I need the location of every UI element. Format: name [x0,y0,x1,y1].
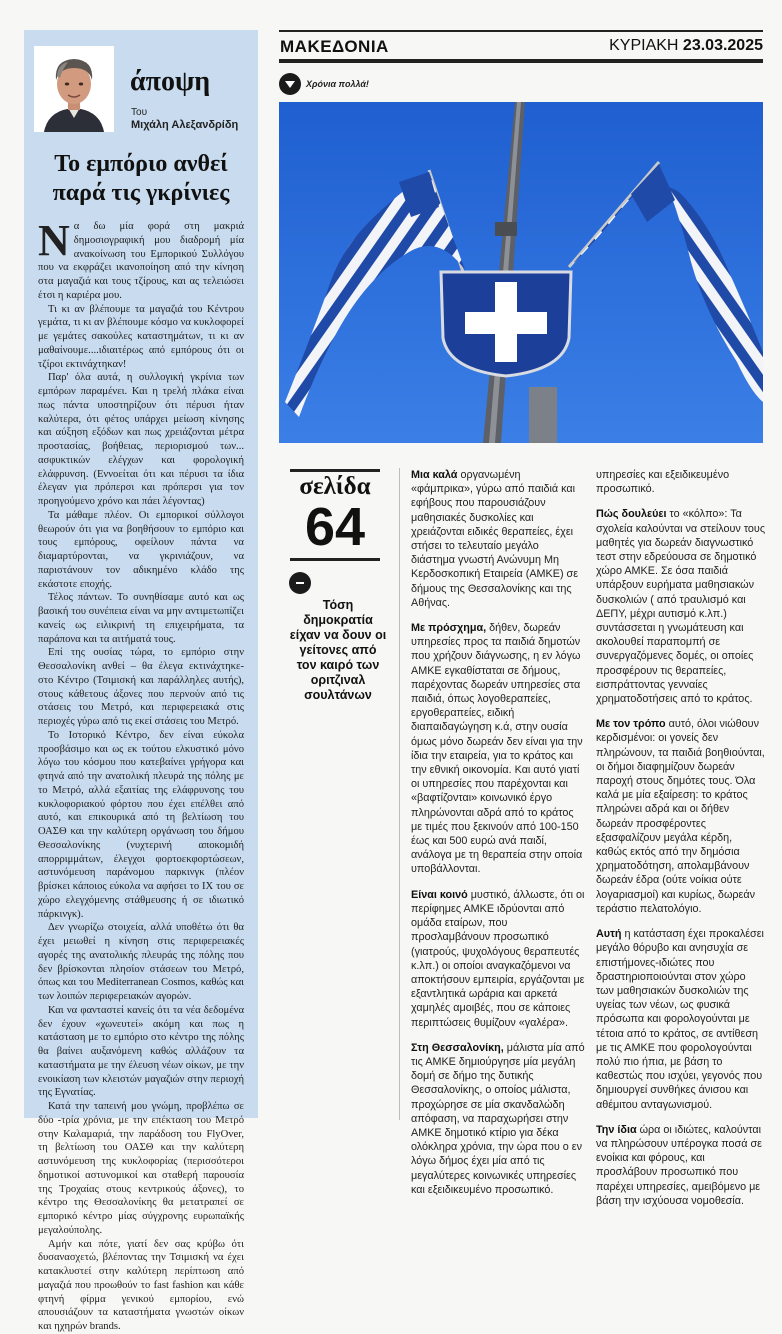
paragraph-text: η κατάσταση έχει προκαλέσει μεγάλο θόρυβο και ανησυχία σε επιστήμονες-ιδιώτες που δραστηριοποιούνται στον χώρο των μαθησιακών δυσκολιών της υγείας των νέων, ως φυσικά πρόσωπα και φορολογούνται με τέτοια από το κράτος, σε αντίθεση με τις ΑΜΚΕ που φορολογούνται πολύ πιο ήπια, με βάση το καθεστώς που ισχύει, γεγονός που δημιουργεί συνθήκες άνισου και αθέμιτου ανταγωνισμού. [596,928,764,1111]
opinion-body [38,216,244,1332]
section-label: άποψη [130,66,211,97]
author-avatar [34,46,114,132]
dropcap: Ν [38,216,70,265]
paragraph-text: Τέλος πάντων. Το συνηθίσαμε αυτό και ως βασική του συνέπεια είναι να μην αντιμετωπίζει κανείς ως ειλικρινή τη επιχειρήματα, τα παράπονα και τα αιτήματά τους. [38,592,244,645]
greek-flags-photo [279,102,763,443]
issue-date-value: 23.03.2025 [682,37,763,54]
paragraph-lead: Είναι κοινό [411,888,468,901]
opinion-paragraph [38,729,244,922]
paragraph-text: Τα μάθαμε πλέον. Οι εμπορικοί σύλλογοι θεωρούν ότι για να βοηθήσουν το εμπόριο και τους εμπόρους, οφείλουν πάντα να διαμαρτύρονται, να γκρινιάζουν, να παριστάνουν τον αδικημένο κλάδο της εκάστοτε εποχής. [38,509,244,590]
column-divider [399,468,400,1120]
paragraph-lead: Στη Θεσσαλονίκη, [411,1041,504,1054]
paragraph-text: Κατά την ταπεινή μου γνώμη, προβλέπω σε δύο -τρία χρόνια, με την επέκταση του Μετρό στην Καλαμαριά, την παράδοση του FlyOver, τη βελτίωση του ΟΑΣΘ και την καλύτερη αστυνόμευση της κυκλοφορίας (περισσότεροι δημοτικοί αστυνομικοί και σταθερή παρουσία της Τροχαίας στους κεντρικούς άξονες), το κέντρο της Θεσσαλονίκης θα μετατραπεί σε εμπορικό κέντρο μίας σύγχρονης ευρωπαϊκής μεγαλούπολης. [38,1101,244,1236]
opinion-paragraph [38,591,244,646]
masthead-rule [279,59,763,63]
page-ref-rule-bottom [290,558,380,561]
paragraph-lead: Πώς δουλεύει [596,508,667,521]
minus-icon [289,572,311,594]
paragraph-text: δήθεν, δωρεάν υπηρεσίες προς τα παιδιά δημοτών που χρήζουν διάγνωσης, η εν λόγω ΑΜΚΕ εγκαθίσταται σε δήμους, παρέχοντας δωρεάν υπηρεσίες στα παιδιά, όπως λογοθεραπείες, εργοθεραπείες, ειδική διαπαιδαγώγηση κ.ά, στην ουσία όμως μόνο δωρεάν δεν είναι για την ίδια την εταιρεία, για το κράτος και την εθνική οικονομία. Και αυτό γιατί οι υπηρεσίες που παρέχονται και «βαφτίζονται» κοινωνικό έργο πληρώνονται αδρά από το κράτος με τιμές που ξεκινούν από 100-150 έως και 500 ευρώ ανά παιδί, ανάλογα με τη θεραπεία στην οποία υποβάλλονται. [411,622,583,876]
opinion-paragraph [38,1004,244,1100]
byline-prefix: Του [131,107,148,118]
paragraph-text: μυστικό, άλλωστε, ότι οι περίφημες ΑΜΚΕ ιδρύονται από ομάδα εταίρων, που προσλαμβάνουν προσωπικό (γιατρούς, ψυχολόγους θεραπευτές κ.λπ.) οι οποίοι αναγκαζόμενοι να αποκτήσουν εμπειρία, εργάζονται με εξαντλητικά ωράρια και αρκετά χαμηλές αμοιβές, που σε κάποιες περιπτώσεις θυμίζουν «γαλέρα». [411,888,585,1029]
paragraph-text: Και να φανταστεί κανείς ότι τα νέα δεδομένα δεν έχουν «χωνευτεί» ακόμη και πως η κατάσταση με το εμπόριο στο κέντρο της πόλης θα βαίνει αυξανόμενη καθώς αλλάζουν τα καταστήματα με την έλευση νέων οίκων, με την ενοικίαση των κλειστών μαγαζιών στην περιοχή της Εγνατίας. [38,1004,244,1099]
opinion-header [24,30,258,150]
masthead-top-rule [279,30,763,32]
down-arrow-icon [279,73,301,95]
paragraph-text: Παρ' όλα αυτά, η συλλογική γκρίνια των εμπόρων παραμένει. Και η τρελή πλάκα είναι πως πάντα υποστηρίζουν ότι πέρυσι ήταν καλύτερα, ότι φέτος υπάρχει μείωση κίνησης και αύξηση εξόδων και πως χρειάζονται μέτρα προστασίας, βοήθειας, περιορισμού των... ασφυκτικών ελέγχων και φορολογική ελάφρυνση. (Εννοείται ότι και πέρυσι τα ίδια έλεγαν για πρόπερσι και πρόπερσι για τον προηγούμενο χρόνο και πάει λέγοντας) [38,372,244,507]
opinion-paragraph [38,646,244,729]
paragraph-lead: Με πρόσχημα, [411,622,487,635]
paragraph-lead: Μια καλά [411,469,458,481]
page-ref-rule-top [290,469,380,472]
issue-day: ΚΥΡΙΑΚΗ [609,37,679,54]
paragraph-text: Δεν γνωρίζω στοιχεία, αλλά υποθέτω ότι θα έχει μειωθεί η κίνηση στις περιφερειακές αγορές της ανατολικής πλευράς της πόλης που δεν βρίσκονται πλησίον στάσεων του Μετρό, όπως και του Mediterranean Cosmos, καθώς και των λοιπών περιφερειακών αγορών. [38,922,244,1002]
article-paragraph [411,468,585,610]
paragraph-text: ώρα οι ιδιώτες, καλούνται να πληρώσουν υπέρογκα ποσά σε ενοίκια και φόρους, και προσλάβουν προσωπικό που παρέχει υπηρεσίες, αμειβόμενο με βάση την ισχύουσα νομοθεσία. [596,1123,762,1207]
article-column-1 [411,468,585,1196]
page-ref-word: σελίδα [299,473,371,500]
opinion-paragraph [38,1100,244,1238]
page-ref-text: Τόση δημοκρατία είχαν να δουν οι γείτονες από τον καιρό των οριτζιναλ σουλτάνων [289,598,387,702]
paragraph-text: Τι κι αν βλέπουμε τα μαγαζιά του Κέντρου γεμάτα, τι κι αν βλέπουμε κόσμο να κυκλοφορεί με γεμάτες σακούλες καταστημάτων, τι κι αν μαθαίνουμε....ιδιαιτέρως από εμπόρους ότι οι τζίροι εκτινάχτηκαν! [38,303,244,370]
paragraph-text: οργανωμένη «φάμπρικα», γύρω από παιδιά και εφήβους που παρουσιάζουν μαθησιακές δυσκολίες και χρειάζονται ειδικές θεραπείες, έχει στήσει το τελευταίο μεγάλο διάστημα γνωστή Ανώνυμη Μη Κερδοσκοπική Εταιρεία (ΑΜΚΕ) σε δήμους της Θεσσαλονίκης και της Αθήνας. [411,469,579,609]
article-paragraph [596,927,766,1112]
opinion-paragraph [38,371,244,509]
paragraph-text: α δω μία φορά στη μακριά δημοσιογραφική μου διαδρομή μία ανακοίνωση του Εμπορικού Συλλόγου που να εκφράζει ικανοποίηση από την κίνηση στα μαγαζιά και τους τζίρους, και ας τελειώσει έτσι η καριέρα μου. [38,221,244,301]
issue-date [609,37,763,55]
paragraph-text: το «κόλπο»: Τα σχολεία καλούνται να στείλουν τους μαθητές για δωρεάν διαγνωστικό τεστ στην εδρεύουσα σε δημοτικό χώρο ΑΜΚΕ. Σε όσα παιδιά υπάρξουν ευρήματα μαθησιακών δυσκολιών ( από τραυλισμό και ΔΕΠΥ, μέχρι αυτισμό κ.λπ.) συντάσσεται η γνωμάτευση και ακολουθεί παραπομπή σε συνεργαζόμενες δομές, οι οποίες προσφέρουν τις θεραπείες, εισπράττοντας γενναίες χρηματοδοτήσεις από το κράτος. [596,508,766,706]
opinion-column [24,30,258,1332]
paragraph-lead: Την ίδια [596,1123,637,1136]
article-paragraph [411,1041,585,1197]
paper-name: ΜΑΚΕΔΟΝΙΑ [280,37,389,56]
opinion-paragraph [38,921,244,1004]
paragraph-text: Επί της ουσίας τώρα, το εμπόριο στην Θεσσαλονίκη ανθεί – θα έλεγα εκτινάχτηκε- στο Κέντρο (Τσιμισκή και παράλληλες αυτής), στους κάθετους άξονες που περνούν από τις στάσεις του Μετρό, και περιφερειακά στις περιοχές γύρω από τις εκεί στάσεις του Μετρό. [38,647,244,727]
paragraph-text: Το Ιστορικό Κέντρο, δεν είναι εύκολα προσβάσιμο και ως εκ τούτου ελκυστικό μόνο λόγω του κόσμου που κατεβαίνει γρήγορα και φτηνά από την ανατολική πλευρά της πόλης με το Μετρό, αλλά εξαιτίας της ελάφρυνσης του κυκλοφοριακού φόρτου που έχει επέλθει από αυτό, και επικουρικά από τη βελτίωση του ΟΑΣΘ και την καλύτερη οργάνωση του δήμου Θεσσαλονίκης (νυχτερινή αποκομιδή απορριμμάτων, έλεγχοι φορτοεκφορτώσεων, αστυνόμευση παράνομου παρκινγκ (πλέον βρίσκει κάποιος εύκολα να αφήσει το ΙΧ του σε χώρο ελεγχόμενης στάθμευσης ή σε ιδιωτικό πάρκινγκ). [38,729,244,920]
author-name: Μιχάλη Αλεξανδρίδη [131,119,239,131]
article-column-2 [596,468,766,1207]
paragraph-lead: Με τον τρόπο [596,718,666,731]
title-line: παρά τις γκρίνιες [52,180,230,206]
article-paragraph [596,717,766,916]
article-paragraph [596,1123,766,1208]
opinion-paragraph [38,303,244,372]
paragraph-text: υπηρεσίες και εξειδικευμένο προσωπικό. [596,469,730,496]
paragraph-text: μάλιστα μία από τις ΑΜΚΕ δημιούργησε μία μεγάλη δομή σε δήμο της δυτικής Θεσσαλονίκης, ο οποίος μάλιστα, προχώρησε σε μία σκανδαλώδη απόφαση, να παραχωρήσει στην ΑΜΚΕ δημοτικό κτίριο για δέκα ολόκληρα χρόνια, την ώρα που ο εν λόγω δήμος έχει μία από τις μεγαλύτερες κοινωνικές υπηρεσίες και εξειδικευμένο προσωπικό. [411,1041,585,1196]
article-paragraph [596,507,766,706]
paragraph-text: Αμήν και πότε, γιατί δεν σας κρύβω ότι δυσανασχετώ, βλέποντας την Τσιμισκή να έχει κατακλυστεί στην καλύτερη περίπτωση από μαγαζιά που προωθούν το fast fashion και κάθε φτηνή φίρμα γενικού εμπορίου, ενώ απουσιάζουν τα καταστήματα γνωστών οίκων και ηχηρών brands. [38,1238,244,1332]
page-ref-number: 64 [304,497,366,557]
article-paragraph [411,621,585,877]
byline [131,106,238,132]
article-paragraph [411,888,585,1030]
opinion-paragraph [38,1238,244,1334]
opinion-paragraph [38,216,244,303]
article-paragraph [596,468,766,496]
photo-tag-label: Χρόνια πολλά! [306,79,369,89]
opinion-title [32,150,250,208]
opinion-paragraph [38,509,244,592]
paragraph-text: αυτό, όλοι νιώθουν κερδισμένοι: οι γονείς δεν πληρώνουν, τα παιδιά βοηθιούνται, οι δήμοι διαφημίζουν δωρεάν παροχή στους δημότες τους. Όλα καλά με μία εξαίρεση: το κράτος πληρώνει αδρά και οι δήθεν δωρεάν προσφέροντες εξασφαλίζουν μεγάλα κέρδη, καθώς εκτός από την δημόσια χρηματοδότηση, απολαμβάνουν δωρεάν έδρα (ούτε νοίκια ούτε λογαριασμοί) και κυρίως, δωρεάν τεράστιο πελατολόγιο. [596,718,765,915]
title-line: Το εμπόριο ανθεί [54,151,228,177]
paragraph-lead: Αυτή [596,928,622,941]
